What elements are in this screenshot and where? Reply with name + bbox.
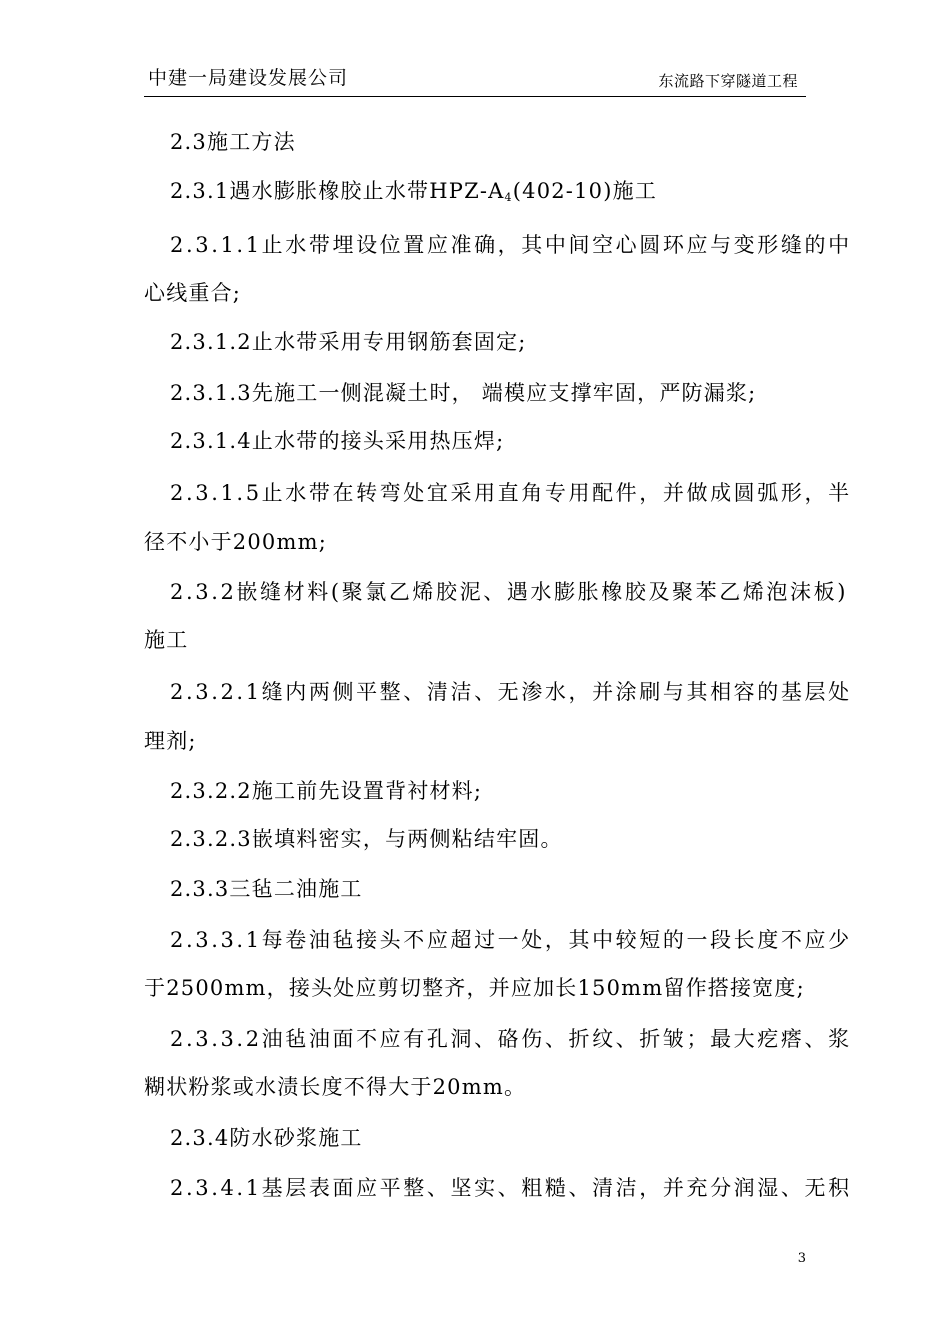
heading-text-tail: (402-10)施工 [512,179,658,203]
header-project-name: 东流路下穿隧道工程 [658,72,798,90]
paragraph-line: 2.3.1.1止水带埋设位置应准确，其中间空心圆环应与变形缝的中 [170,233,852,257]
paragraph-line: 2.3.3.2油毡油面不应有孔洞、硌伤、折纹、折皱；最大疙瘩、浆 [170,1027,852,1051]
paragraph-line: 2.3.2.1缝内两侧平整、清洁、无渗水，并涂刷与其相容的基层处 [170,680,852,704]
paragraph-line: 2.3.4.1基层表面应平整、坚实、粗糙、清洁，并充分润湿、无积 [170,1176,852,1200]
paragraph-line: 心线重合; [144,281,242,305]
subsection-heading: 2.3.3三毡二油施工 [170,877,363,901]
header-company-name: 中建一局建设发展公司 [148,67,349,89]
paragraph-line: 2.3.2.2施工前先设置背衬材料; [170,779,483,803]
paragraph-line: 糊状粉浆或水渍长度不得大于20mm。 [144,1075,527,1099]
paragraph-line: 2.3.3.1每卷油毡接头不应超过一处，其中较短的一段长度不应少 [170,928,852,952]
paragraph-line: 施工 [144,628,189,652]
paragraph-line: 理剂; [144,729,197,753]
section-heading: 2.3施工方法 [170,130,296,154]
paragraph-line: 径不小于200mm; [144,530,327,554]
paragraph-line: 2.3.1.4止水带的接头采用热压焊; [170,429,505,453]
subscript-text: 4 [504,191,513,204]
subsection-heading: 2.3.4防水砂浆施工 [170,1126,363,1150]
paragraph-line: 于2500mm，接头处应剪切整齐，并应加长150mm留作搭接宽度; [144,976,805,1000]
paragraph-line: 2.3.1.5止水带在转弯处宜采用直角专用配件，并做成圆弧形，半 [170,481,852,505]
heading-text-main: 2.3.1遇水膨胀橡胶止水带HPZ-A [170,179,505,203]
paragraph-line: 2.3.1.3先施工一侧混凝土时， 端模应支撑牢固，严防漏浆; [170,381,757,405]
page-header [144,66,806,97]
paragraph-line: 2.3.1.2止水带采用专用钢筋套固定; [170,330,527,354]
paragraph-line: 2.3.2.3嵌填料密实，与两侧粘结牢固。 [170,827,563,851]
subsection-heading [170,174,657,208]
subsection-heading: 2.3.2嵌缝材料(聚氯乙烯胶泥、遇水膨胀橡胶及聚苯乙烯泡沫板) [170,580,849,604]
page-number: 3 [797,1251,806,1266]
